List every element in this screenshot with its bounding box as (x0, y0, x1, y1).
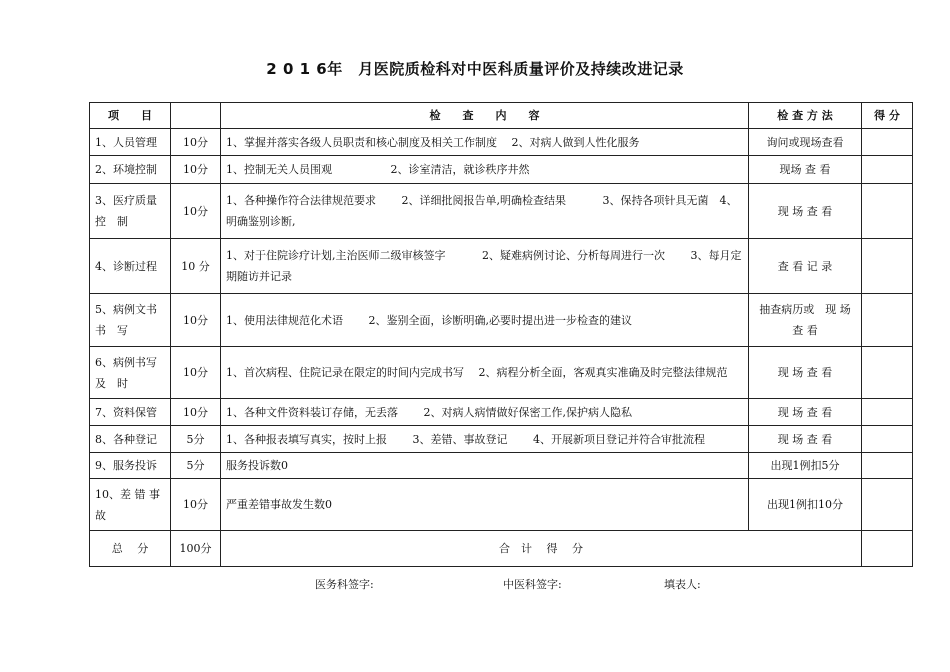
header-item: 项 目 (90, 103, 171, 129)
total-row (90, 531, 913, 567)
evaluation-table (89, 102, 913, 567)
row-method: 询问或现场查看 (749, 129, 862, 156)
row-method: 现场 查 看 (749, 156, 862, 184)
row-points: 10分 (171, 184, 221, 239)
row-points: 10分 (171, 129, 221, 156)
row-method: 现 场 查 看 (749, 399, 862, 426)
row-points: 10 分 (171, 239, 221, 294)
header-points (171, 103, 221, 129)
row-method: 现 场 查 看 (749, 184, 862, 239)
row-points: 10分 (171, 399, 221, 426)
row-item: 6、病例书写 及 时 (90, 347, 171, 399)
row-item: 2、环境控制 (90, 156, 171, 184)
table-row (90, 184, 913, 239)
row-score (862, 129, 913, 156)
row-points: 10分 (171, 156, 221, 184)
row-score (862, 294, 913, 347)
row-content: 服务投诉数0 (221, 453, 749, 479)
table-row (90, 399, 913, 426)
row-score (862, 426, 913, 453)
table-row (90, 426, 913, 453)
header-content: 检 查 内 容 (221, 103, 749, 129)
row-points: 10分 (171, 479, 221, 531)
row-content: 1、掌握并落实各级人员职责和核心制度及相关工作制度 2、对病人做到人性化服务 (221, 129, 749, 156)
row-content: 1、控制无关人员围观 2、诊室清洁，就诊秩序井然 (221, 156, 749, 184)
row-method: 查 看 记 录 (749, 239, 862, 294)
total-points: 100分 (171, 531, 221, 567)
row-score (862, 479, 913, 531)
row-content: 1、各种报表填写真实，按时上报 3、差错、事故登记 4、开展新项目登记并符合审批流程 (221, 426, 749, 453)
row-item: 7、资料保管 (90, 399, 171, 426)
tcm-dept-signature: 中医科签字: (503, 578, 562, 591)
table-row (90, 347, 913, 399)
row-content: 1、对于住院诊疗计划,主治医师二级审核签字 2、疑难病例讨论、分析每周进行一次 3、每月定期随访并记录 (221, 239, 749, 294)
row-item: 10、差 错 事故 (90, 479, 171, 531)
row-item: 9、服务投诉 (90, 453, 171, 479)
document-title: 2 0 1 6年 月医院质检科对中医科质量评价及持续改进记录 (266, 60, 684, 78)
table-row (90, 453, 913, 479)
table-row (90, 239, 913, 294)
row-points: 10分 (171, 347, 221, 399)
row-item: 5、病例文书 书 写 (90, 294, 171, 347)
row-score (862, 347, 913, 399)
row-content: 1、使用法律规范化术语 2、鉴别全面，诊断明确,必要时提出进一步检查的建议 (221, 294, 749, 347)
row-score (862, 184, 913, 239)
table-row (90, 129, 913, 156)
row-method: 出现1例扣10分 (749, 479, 862, 531)
total-sum-label: 合 计 得 分 (221, 531, 862, 567)
row-method: 抽查病历或 现 场 查 看 (749, 294, 862, 347)
row-item: 4、诊断过程 (90, 239, 171, 294)
total-score (862, 531, 913, 567)
table-row (90, 294, 913, 347)
row-item: 8、各种登记 (90, 426, 171, 453)
row-score (862, 156, 913, 184)
row-score (862, 399, 913, 426)
table-row (90, 156, 913, 184)
medical-affairs-signature: 医务科签字: (315, 578, 374, 591)
row-points: 5分 (171, 453, 221, 479)
table-row (90, 479, 913, 531)
header-method: 检 查 方 法 (749, 103, 862, 129)
row-method: 出现1例扣5分 (749, 453, 862, 479)
row-method: 现 场 查 看 (749, 347, 862, 399)
table-header-row (90, 103, 913, 129)
total-label: 总 分 (90, 531, 171, 567)
row-content: 1、首次病程、住院记录在限定的时间内完成书写 2、病程分析全面，客观真实准确及时完整法律规范 (221, 347, 749, 399)
row-content: 严重差错事故发生数0 (221, 479, 749, 531)
row-content: 1、各种操作符合法律规范要求 2、详细批阅报告单,明确检查结果 3、保持各项针具无菌 4、明确鉴别诊断, (221, 184, 749, 239)
row-item: 3、医疗质量控 制 (90, 184, 171, 239)
row-points: 5分 (171, 426, 221, 453)
row-content: 1、各种文件资料装订存储，无丢落 2、对病人病情做好保密工作,保护病人隐私 (221, 399, 749, 426)
header-score: 得 分 (862, 103, 913, 129)
row-item: 1、人员管理 (90, 129, 171, 156)
row-score (862, 453, 913, 479)
row-method: 现 场 查 看 (749, 426, 862, 453)
filled-by-signature: 填表人: (664, 578, 701, 591)
row-score (862, 239, 913, 294)
row-points: 10分 (171, 294, 221, 347)
